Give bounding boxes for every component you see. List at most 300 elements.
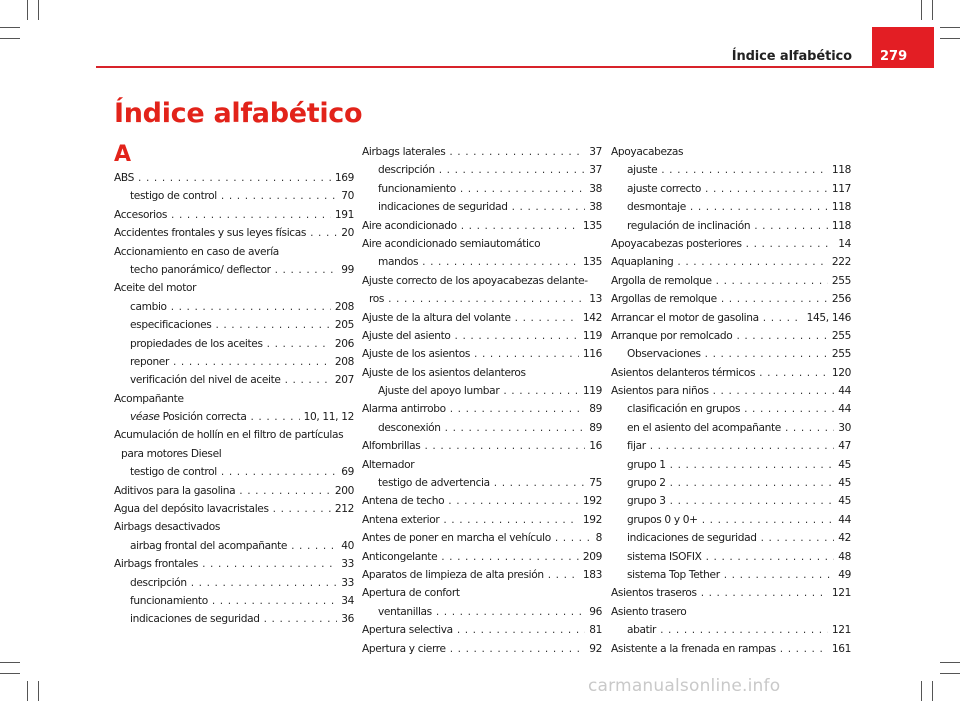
index-term: Agua del depósito lavacristales (114, 503, 269, 516)
index-term: Apertura selectiva (362, 624, 453, 637)
index-term: Argollas de remolque (611, 293, 717, 306)
index-term: reponer (130, 355, 169, 368)
index-term: descripción (130, 576, 187, 589)
index-entry (362, 566, 602, 584)
page-reference[interactable]: 192 (582, 495, 602, 508)
index-entry (611, 327, 851, 345)
leader-dots (267, 335, 331, 353)
index-entry (611, 235, 851, 253)
index-subentry (114, 298, 354, 316)
index-entry (362, 621, 602, 639)
page-reference[interactable]: 200 (334, 484, 354, 497)
leader-dots (721, 290, 828, 308)
index-subentry (611, 621, 851, 639)
page-reference[interactable]: 255 (831, 274, 851, 287)
index-term: Ajuste de los asientos (362, 348, 471, 361)
leader-dots (701, 584, 828, 602)
index-term: Asientos para niños (611, 385, 709, 398)
page-reference[interactable]: 38 (589, 201, 602, 214)
index-term: grupo 2 (627, 477, 666, 490)
index-term: regulación de inclinación (627, 219, 751, 232)
page-reference[interactable]: 99 (341, 263, 354, 276)
page-reference[interactable]: 119 (582, 385, 602, 398)
page-reference[interactable]: 34 (341, 594, 354, 607)
index-term: en el asiento del acompañante (627, 421, 781, 434)
index-term: abatir (627, 624, 657, 637)
page-reference[interactable]: 8 (595, 532, 602, 545)
index-term: techo panorámico/ deflector (130, 263, 271, 276)
index-term: Airbags desactivados (114, 521, 221, 534)
index-term: Anticongelante (362, 550, 438, 563)
page-reference[interactable]: 212 (334, 503, 354, 516)
page-reference[interactable]: 33 (341, 558, 354, 571)
page-reference[interactable]: 70 (341, 190, 354, 203)
leader-dots (736, 327, 827, 345)
leader-dots (460, 180, 585, 198)
page-reference[interactable]: 116 (582, 348, 602, 361)
index-entry (611, 364, 851, 382)
page-reference[interactable]: 45 (838, 458, 851, 471)
page-reference[interactable]: 48 (838, 550, 851, 563)
page-reference[interactable]: 208 (334, 300, 354, 313)
page-reference[interactable]: 118 (831, 201, 851, 214)
page-reference[interactable]: 169 (334, 172, 354, 184)
leader-dots (705, 180, 828, 198)
index-subentry (611, 217, 851, 235)
page-reference[interactable]: 255 (831, 348, 851, 361)
page-reference[interactable]: 45 (838, 477, 851, 490)
index-term: propiedades de los aceites (130, 337, 263, 350)
page-reference[interactable]: 183 (582, 568, 602, 581)
index-term: Argolla de remolque (611, 274, 712, 287)
leader-dots (512, 198, 586, 216)
index-subentry (114, 610, 354, 628)
index-entry (611, 272, 851, 290)
leader-dots (515, 309, 579, 327)
leader-dots (388, 290, 585, 308)
index-subentry (611, 400, 851, 418)
leader-dots (171, 206, 331, 224)
index-entry (362, 529, 602, 547)
leader-dots (422, 253, 579, 271)
leader-dots (744, 400, 834, 418)
page-reference[interactable]: 222 (831, 256, 851, 269)
page-reference[interactable]: 47 (838, 440, 851, 453)
leader-dots (548, 566, 579, 584)
index-term: testigo de control (130, 190, 217, 203)
index-term: Airbags frontales (114, 558, 199, 571)
leader-dots (759, 364, 828, 382)
index-subentry (362, 253, 602, 271)
index-entry (611, 290, 851, 308)
leader-dots (705, 345, 828, 363)
index-subentry (362, 180, 602, 198)
page-reference[interactable]: 207 (334, 374, 354, 387)
page-reference[interactable]: 16 (589, 440, 602, 453)
index-term: cambio (130, 300, 167, 313)
leader-dots (310, 224, 337, 242)
crop-mark (921, 681, 922, 701)
index-term: Asiento trasero (611, 605, 687, 618)
index-term: Acumulación de hollín en el filtro de partículas (114, 429, 344, 442)
leader-dots (191, 574, 337, 592)
index-term: funcionamiento (378, 182, 456, 195)
index-term (130, 408, 247, 426)
page-reference[interactable]: 37 (589, 146, 602, 158)
leader-dots (443, 511, 578, 529)
index-subentry (114, 316, 354, 334)
index-subentry (114, 537, 354, 555)
leader-dots (436, 603, 585, 621)
leader-dots (661, 161, 828, 179)
crop-mark (0, 673, 20, 674)
page-reference[interactable]: 208 (334, 355, 354, 368)
leader-dots (424, 437, 585, 455)
page-reference[interactable]: 40 (341, 539, 354, 552)
leader-dots (171, 298, 331, 316)
index-entry (362, 345, 602, 363)
page-reference[interactable]: 33 (341, 576, 354, 589)
leader-dots (450, 640, 586, 658)
index-term: Airbags laterales (362, 146, 446, 158)
page-reference[interactable]: 81 (589, 624, 602, 637)
index-term: Arrancar el motor de gasolina (611, 311, 759, 324)
index-subentry (362, 382, 602, 400)
leader-dots (494, 474, 585, 492)
index-subentry (611, 474, 851, 492)
index-term: Ajuste correcto de los apoyacabezas delante- (362, 274, 588, 287)
page-reference[interactable]: 119 (582, 329, 602, 342)
leader-dots (702, 511, 835, 529)
crop-mark (932, 681, 933, 701)
index-entry (114, 482, 354, 500)
index-entry (362, 327, 602, 345)
page-reference[interactable]: 30 (838, 421, 851, 434)
index-term: desconexión (378, 421, 441, 434)
leader-dots (450, 400, 586, 418)
crop-mark (921, 0, 922, 20)
index-term: grupo 1 (627, 458, 666, 471)
index-entry (362, 364, 602, 382)
page-reference[interactable]: 142 (582, 311, 602, 324)
index-term: Ajuste del apoyo lumbar (378, 385, 500, 398)
index-column-3 (611, 143, 851, 658)
index-term: Arranque por remolcado (611, 329, 733, 342)
leader-dots (439, 161, 585, 179)
page-reference[interactable]: 38 (589, 182, 602, 195)
index-term: Aquaplaning (611, 256, 674, 269)
page-reference[interactable]: 145, 146 (806, 311, 851, 324)
page-reference[interactable]: 14 (838, 237, 851, 250)
leader-dots (221, 463, 337, 481)
index-subentry (611, 511, 851, 529)
leader-dots (461, 217, 579, 235)
index-entry (362, 272, 602, 290)
page-reference[interactable]: 121 (831, 587, 851, 600)
leader-dots (239, 482, 331, 500)
index-subentry (114, 187, 354, 205)
index-entry (611, 143, 851, 161)
index-term: Asientos traseros (611, 587, 697, 600)
index-entry (362, 548, 602, 566)
page-reference[interactable]: 20 (341, 227, 354, 240)
page-reference[interactable]: 89 (589, 403, 602, 416)
index-entry (114, 426, 354, 444)
page-reference[interactable]: 96 (589, 605, 602, 618)
crop-mark (940, 27, 960, 28)
leader-dots (251, 408, 300, 426)
leader-dots (173, 353, 331, 371)
index-subentry (114, 335, 354, 353)
crop-mark (940, 38, 960, 39)
see-also-target: Posición correcta (162, 411, 247, 424)
leader-dots (273, 500, 331, 518)
index-term: funcionamiento (130, 594, 208, 607)
index-entry (114, 500, 354, 518)
index-term: Antena exterior (362, 513, 440, 526)
index-subentry (114, 261, 354, 279)
index-term: Apoyacabezas (611, 146, 684, 158)
index-entry (362, 437, 602, 455)
page-reference[interactable]: 89 (589, 421, 602, 434)
crop-mark (0, 27, 20, 28)
index-subentry (362, 290, 602, 308)
leader-dots (780, 640, 828, 658)
page-reference[interactable]: 117 (831, 182, 851, 195)
leader-dots (275, 261, 338, 279)
leader-dots (660, 621, 828, 639)
index-entry (362, 640, 602, 658)
index-subentry (611, 161, 851, 179)
index-subentry (611, 198, 851, 216)
leader-dots (455, 327, 579, 345)
page-reference[interactable]: 205 (334, 319, 354, 332)
page-reference[interactable]: 44 (838, 385, 851, 398)
index-subentry (362, 603, 602, 621)
page-reference[interactable]: 135 (582, 256, 602, 269)
page-reference[interactable]: 255 (831, 329, 851, 342)
index-entry (611, 584, 851, 602)
leader-dots (555, 529, 592, 547)
index-term: Apertura y cierre (362, 642, 446, 655)
leader-dots (291, 537, 337, 555)
index-term: ajuste (627, 164, 658, 177)
index-term: grupo 3 (627, 495, 666, 508)
index-subentry (114, 353, 354, 371)
index-entry (611, 603, 851, 621)
index-term: verificación del nivel de aceite (130, 374, 281, 387)
leader-dots (706, 548, 835, 566)
index-entry (611, 640, 851, 658)
index-term: indicaciones de seguridad (627, 532, 757, 545)
page-reference[interactable]: 45 (838, 495, 851, 508)
index-subentry (611, 345, 851, 363)
leader-dots (449, 143, 585, 161)
index-term: clasificación en grupos (627, 403, 741, 416)
page-number-badge (872, 27, 934, 68)
index-term: ajuste correcto (627, 182, 702, 195)
index-entry (114, 518, 354, 536)
page-reference[interactable]: 209 (582, 550, 602, 563)
index-subentry (362, 161, 602, 179)
index-term: Apertura de confort (362, 587, 460, 600)
index-subentry (114, 463, 354, 481)
leader-dots (761, 529, 835, 547)
index-term: descripción (378, 164, 435, 177)
index-term: Alfombrillas (362, 440, 421, 453)
page-reference[interactable]: 75 (589, 477, 602, 490)
index-subentry (611, 437, 851, 455)
index-term: Ajuste de los asientos delanteros (362, 366, 526, 379)
index-subentry (611, 456, 851, 474)
leader-dots (670, 492, 835, 510)
page-reference[interactable]: 121 (831, 624, 851, 637)
index-term: Observaciones (627, 348, 701, 361)
leader-dots (713, 382, 835, 400)
leader-dots (215, 316, 330, 334)
index-term: Accionamiento en caso de avería (114, 245, 279, 258)
index-term: Apoyacabezas posteriores (611, 237, 742, 250)
index-entry (362, 235, 602, 253)
page-reference[interactable]: 161 (831, 642, 851, 655)
crop-mark (27, 0, 28, 20)
crop-mark (38, 681, 39, 701)
index-term: testigo de advertencia (378, 477, 490, 490)
index-term: fijar (627, 440, 646, 453)
index-term: Antena de techo (362, 495, 445, 508)
crop-mark (940, 673, 960, 674)
index-entry (362, 456, 602, 474)
crop-mark (0, 38, 20, 39)
index-subentry (611, 566, 851, 584)
index-entry (114, 169, 354, 187)
index-term: Alternador (362, 458, 415, 471)
index-entry (114, 279, 354, 297)
index-term: desmontaje (627, 201, 686, 214)
index-entry (362, 143, 602, 161)
page-reference[interactable]: 256 (831, 293, 851, 306)
page-reference[interactable]: 118 (831, 219, 851, 232)
leader-dots (785, 419, 834, 437)
page-reference[interactable]: 13 (589, 293, 602, 306)
leader-dots (763, 309, 803, 327)
leader-dots (716, 272, 828, 290)
index-term: sistema ISOFIX (627, 550, 702, 563)
page-reference[interactable]: 37 (589, 164, 602, 177)
crop-mark (0, 662, 20, 663)
leader-dots (746, 235, 835, 253)
page-reference[interactable]: 92 (589, 642, 602, 655)
header-rule (96, 66, 872, 68)
index-entry (114, 224, 354, 242)
index-subentry (611, 180, 851, 198)
section-letter: A (114, 142, 132, 167)
index-term: Aire acondicionado (362, 219, 457, 232)
leader-dots (285, 371, 331, 389)
index-entry (362, 309, 602, 327)
leader-dots (650, 437, 835, 455)
index-term: Asistente a la frenada en rampas (611, 642, 776, 655)
page-reference[interactable]: 192 (582, 513, 602, 526)
leader-dots (264, 610, 338, 628)
watermark: carmanualsonline.info (588, 676, 781, 696)
leader-dots (724, 566, 835, 584)
index-term: Ajuste del asiento (362, 329, 451, 342)
index-subentry (611, 419, 851, 437)
index-term: testigo de control (130, 466, 217, 479)
crop-mark (932, 0, 933, 20)
index-term: indicaciones de seguridad (130, 613, 260, 626)
index-term: ros (369, 293, 385, 306)
index-subentry (611, 492, 851, 510)
index-term: Acompañante (114, 392, 184, 405)
index-term: ABS (114, 172, 135, 184)
index-entry (611, 382, 851, 400)
index-term: para motores Diesel (121, 447, 222, 460)
index-term: Aire acondicionado semiautomático (362, 237, 541, 250)
index-entry (611, 309, 851, 327)
page-reference[interactable]: 36 (341, 613, 354, 626)
leader-dots (670, 474, 835, 492)
index-subentry (114, 592, 354, 610)
leader-dots (677, 253, 827, 271)
page-reference[interactable]: 135 (582, 219, 602, 232)
index-term: Accidentes frontales y sus leyes físicas (114, 227, 307, 240)
index-column-2 (362, 143, 602, 658)
leader-dots (448, 492, 579, 510)
index-subentry (362, 198, 602, 216)
crop-mark (27, 681, 28, 701)
page-title: Índice alfabético (114, 98, 363, 129)
leader-dots (221, 187, 337, 205)
page-reference[interactable]: 42 (838, 532, 851, 545)
page-reference[interactable]: 10, 11, 12 (303, 411, 354, 424)
page-reference[interactable]: 44 (838, 513, 851, 526)
page-reference[interactable]: 206 (334, 337, 354, 350)
leader-dots (690, 198, 828, 216)
index-term: airbag frontal del acompañante (130, 539, 288, 552)
index-entry (362, 584, 602, 602)
index-entry (611, 253, 851, 271)
page-reference[interactable]: 49 (838, 568, 851, 581)
index-entry (362, 511, 602, 529)
page-reference[interactable]: 69 (341, 466, 354, 479)
index-entry (362, 217, 602, 235)
index-term: Aditivos para la gasolina (114, 484, 236, 497)
crop-mark (940, 662, 960, 663)
page-reference[interactable]: 120 (831, 366, 851, 379)
index-subentry (114, 371, 354, 389)
index-term: Alarma antirrobo (362, 403, 446, 416)
leader-dots (754, 217, 828, 235)
index-entry (362, 400, 602, 418)
index-subentry (362, 474, 602, 492)
index-subentry (611, 548, 851, 566)
page-reference[interactable]: 118 (831, 164, 851, 177)
index-subentry (114, 445, 354, 463)
index-term: Accesorios (114, 208, 168, 221)
index-term: indicaciones de seguridad (378, 201, 508, 214)
index-term: grupos 0 y 0+ (627, 513, 698, 526)
index-term: ventanillas (378, 605, 432, 618)
index-entry (114, 243, 354, 261)
index-subentry (611, 529, 851, 547)
index-term: Antes de poner en marcha el vehículo (362, 532, 551, 545)
page-reference[interactable]: 44 (838, 403, 851, 416)
page-reference[interactable]: 191 (334, 208, 354, 221)
crop-mark (38, 0, 39, 20)
index-term: sistema Top Tether (627, 568, 720, 581)
